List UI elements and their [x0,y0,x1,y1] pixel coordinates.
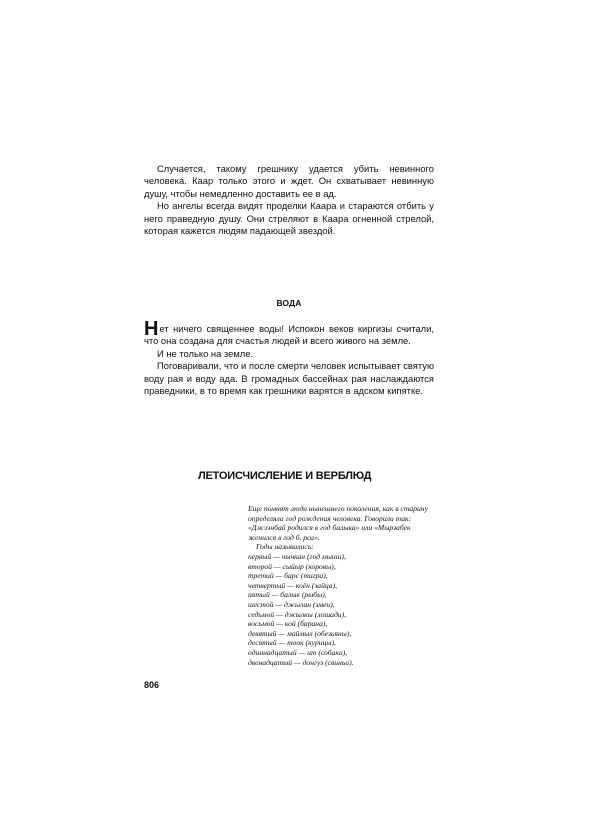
intro-paragraph-2: Но ангелы всегда видят проделки Каара и стараются отбить у него праведную душу. Они стреляют в Каара огненной стрелой, которая кажется людям падающей звездой. [144,200,434,237]
voda-paragraph-2: И не только на земле. [157,347,254,359]
year-item: седьмой — джылкы (лошади), [248,609,347,619]
year-item: первый — чычкан (год мыши), [248,551,346,561]
voda-section [144,318,434,397]
intro-paragraph-1: Случается, такому грешнику удается убить невинного человека. Каар только этого и ждет. Он схватывает невинную душу, чтобы немедленно доставить ее в ад. [144,163,434,199]
voda-paragraph-3: Поговаривали, что и после смерти человек испытывает святую воду рая и воду ада. В громадных бассейнах рая наслаждаются праведники, в то время как грешники варятся в адском кипятке. [144,360,434,397]
year-item: восьмой — кой (барана), [248,619,328,629]
voda-paragraph-1-text: ет ничего священнее воды! Испокон веков киргизы считали, что она создана для счастья людей и всего живого на земле. [144,323,434,347]
year-item: шестой — джылан (змеи), [248,599,335,609]
section-heading-voda: ВОДА [276,298,302,308]
years-list [248,552,433,667]
section-heading-calendar: ЛЕТОИСЧИСЛЕНИЕ И ВЕРБЛЮД [198,470,372,482]
year-item: третий — барс (тигра), [248,571,328,581]
year-item: четвертый — коён (зайца), [248,580,338,590]
intro-section [144,163,434,237]
year-item: пятый — балык (рыбы), [248,590,327,600]
calendar-note-intro: Еще помнят люди нынешнего поколения, как в старину определяли год рождения человека. Говорили так: «Джээнбай родился в год балыка» или «Мырзабек женился в год б. рса». [248,504,428,542]
years-label: Годы назывались: [256,542,314,552]
year-item: двенадцатый — донгуз (свиньи). [248,657,354,667]
year-item: одиннадцатый — ит (собаки), [248,647,348,657]
drop-cap: Н [144,318,159,340]
year-item: десятый — тоок (курицы), [248,638,336,648]
calendar-note [248,504,433,667]
voda-paragraph-1 [144,318,434,348]
page-number: 806 [144,680,160,690]
year-item: девятый — маймыл (обезьяны), [248,628,352,638]
year-item: второй — сыйыр (коровы), [248,561,336,571]
